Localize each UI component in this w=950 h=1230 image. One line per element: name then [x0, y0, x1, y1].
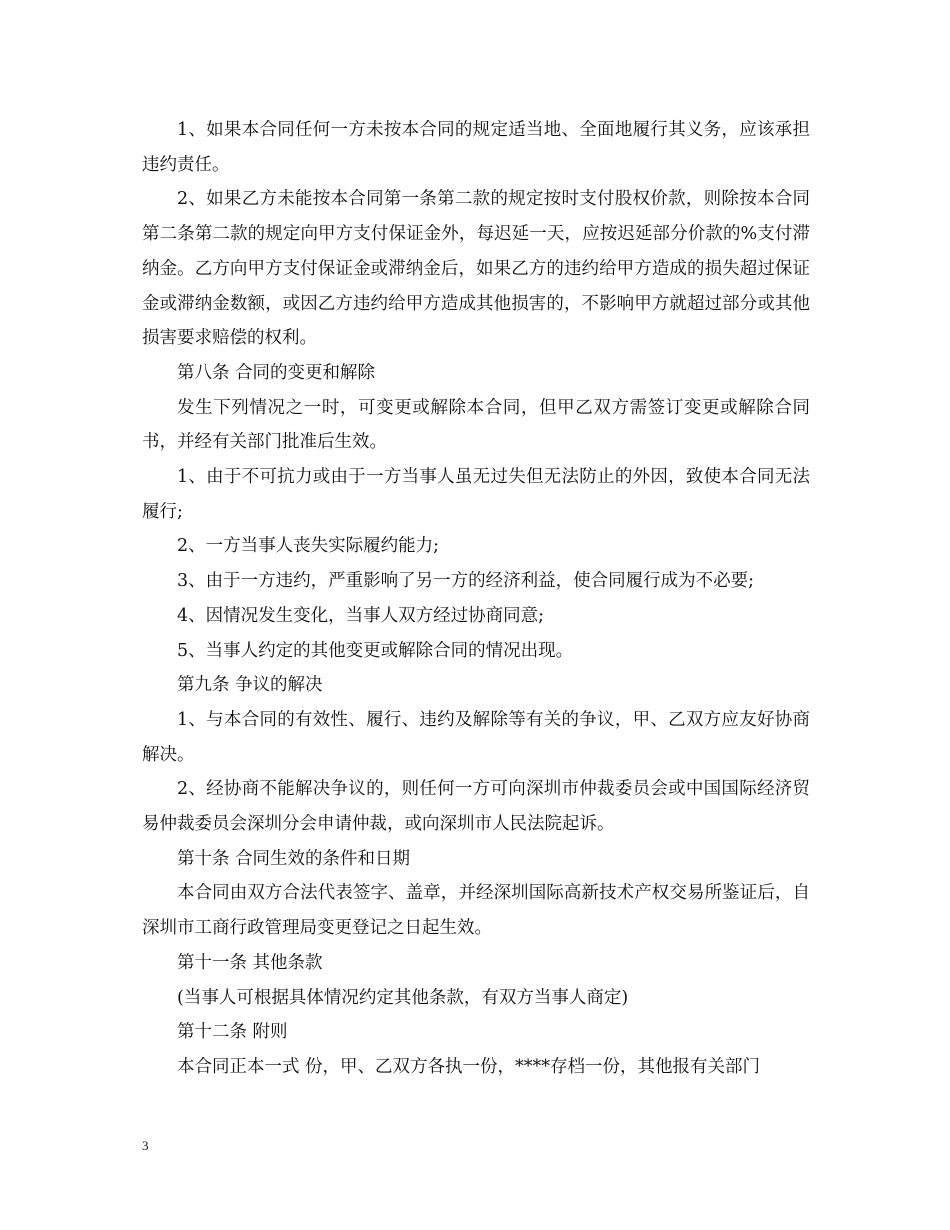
article-heading: 第十二条 附则 — [177, 1022, 288, 1043]
clause-paragraph: 1、如果本合同任何一方未按本合同的规定适当地、全面地履行其义务，应该承担违约责任。 — [142, 120, 810, 175]
clause-paragraph: 3、由于一方违约，严重影响了另一方的经济利益，使合同履行成为不必要; — [177, 571, 755, 592]
clause-paragraph: 2、如果乙方未能按本合同第一条第二款的规定按时支付股权价款，则除按本合同第二条第二款的规定向甲方支付保证金外，每迟延一天，应按迟延部分价款的%支付滞纳金。乙方向甲方支付保证金或滞纳金后，如果乙方的违约给甲方造成的损失超过保证金或滞纳金数额，或因乙方违约给甲方造成其他损害的，不影响甲方就超过部分或其他损害要求赔偿的权利。 — [142, 189, 810, 349]
article-heading: 第十一条 其他条款 — [177, 952, 323, 973]
page-number: 3 — [142, 1138, 149, 1153]
clause-paragraph: 1、与本合同的有效性、履行、违约及解除等有关的争议，甲、乙双方应友好协商解决。 — [142, 709, 810, 765]
clause-paragraph: 发生下列情况之一时，可变更或解除本合同，但甲乙双方需签订变更或解除合同书，并经有关部门批准后生效。 — [142, 397, 810, 453]
clause-paragraph: (当事人可根据具体情况约定其他条款，有双方当事人商定) — [177, 987, 629, 1008]
clause-paragraph: 本合同正本一式 份，甲、乙双方各执一份，****存档一份，其他报有关部门 — [177, 1056, 761, 1077]
article-heading: 第九条 争议的解决 — [177, 675, 323, 696]
document-body — [142, 113, 810, 1085]
clause-paragraph: 本合同由双方合法代表签字、盖章，并经深圳国际高新技术产权交易所鉴证后，自深圳市工商行政管理局变更登记之日起生效。 — [142, 883, 810, 939]
clause-paragraph: 2、一方当事人丧失实际履约能力; — [177, 536, 440, 557]
clause-paragraph: 4、因情况发生变化，当事人双方经过协商同意; — [177, 605, 545, 626]
article-heading: 第八条 合同的变更和解除 — [177, 362, 376, 383]
clause-paragraph: 1、由于不可抗力或由于一方当事人虽无过失但无法防止的外因，致使本合同无法履行; — [142, 467, 810, 522]
clause-paragraph: 5、当事人约定的其他变更或解除合同的情况出现。 — [177, 640, 574, 661]
article-heading: 第十条 合同生效的条件和日期 — [177, 848, 411, 869]
clause-paragraph: 2、经协商不能解决争议的，则任何一方可向深圳市仲裁委员会或中国国际经济贸易仲裁委员会深圳分会申请仲裁，或向深圳市人民法院起诉。 — [142, 779, 810, 835]
